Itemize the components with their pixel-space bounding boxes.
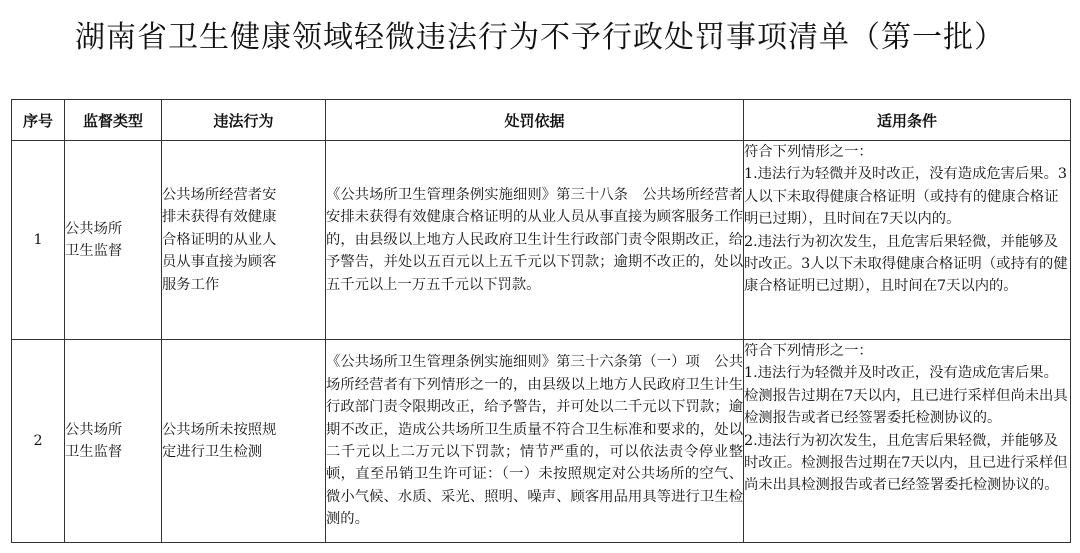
row-violation: 公共场所经营者安 排未获得有效健康 合格证明的从业人 员从事直接为顾客 服务工作 xyxy=(162,141,326,340)
row-supervision-type: 公共场所 卫生监督 xyxy=(65,340,162,543)
row-index: 2 xyxy=(12,340,65,543)
header-applicable-conditions: 适用条件 xyxy=(744,100,1071,141)
header-supervision-type: 监督类型 xyxy=(65,100,162,141)
row-penalty-basis: 《公共场所卫生管理条例实施细则》第三十八条 公共场所经营者安排未获得有效健康合格证明的从业人员从事直接为顾客服务工作的，由县级以上地方人民政府卫生计生行政部门责令限期改正，给予警告，并处以五百元以上五千元以下罚款；逾期不改正的，处以五千元以上一万五千元以下罚款。 xyxy=(326,141,744,340)
header-violation: 违法行为 xyxy=(162,100,326,141)
document-title: 湖南省卫生健康领域轻微违法行为不予行政处罚事项清单（第一批） xyxy=(75,20,1005,55)
table-row xyxy=(12,340,1071,543)
row-penalty-basis: 《公共场所卫生管理条例实施细则》第三十六条第（一）项 公共场所经营者有下列情形之一的，由县级以上地方人民政府卫生计生行政部门责令限期改正，给予警告，并可处以二千元以下罚款；逾期不改正，造成公共场所卫生质量不符合卫生标准和要求的，处以二千元以上二万元以下罚款；情节严重的，可以依法责令停业整顿，直至吊销卫生许可证：（一）未按照规定对公共场所的空气、微小气候、水质、采光、照明、噪声、顾客用品用具等进行卫生检测的。 xyxy=(326,340,744,543)
row-applicable-conditions: 符合下列情形之一： 1.违法行为轻微并及时改正，没有造成危害后果。检测报告过期在7天以内，且已进行采样但尚未出具检测报告或者已经签署委托检测协议的。 2.违法行为初次发生，且危害后果轻微，并能够及时改正。检测报告过期在7天以内，且已进行采样但尚未出具检测报告或者已经签署委托检测协议的。 xyxy=(744,340,1071,543)
header-penalty-basis: 处罚依据 xyxy=(326,100,744,141)
row-supervision-type: 公共场所 卫生监督 xyxy=(65,141,162,340)
header-index: 序号 xyxy=(12,100,65,141)
row-index: 1 xyxy=(12,141,65,340)
row-applicable-conditions: 符合下列情形之一： 1.违法行为轻微并及时改正，没有造成危害后果。3人以下未取得健康合格证明（或持有的健康合格证明已过期），且时间在7天以内的。 2.违法行为初次发生，且危害后果轻微，并能够及时改正。3人以下未取得健康合格证明（或持有的健康合格证明已过期），且时间在7天以内的。 xyxy=(744,141,1071,340)
table-row xyxy=(12,141,1071,340)
row-violation: 公共场所未按照规 定进行卫生检测 xyxy=(162,340,326,543)
penalty-exemption-table xyxy=(11,99,1071,543)
table-header-row xyxy=(12,100,1071,141)
